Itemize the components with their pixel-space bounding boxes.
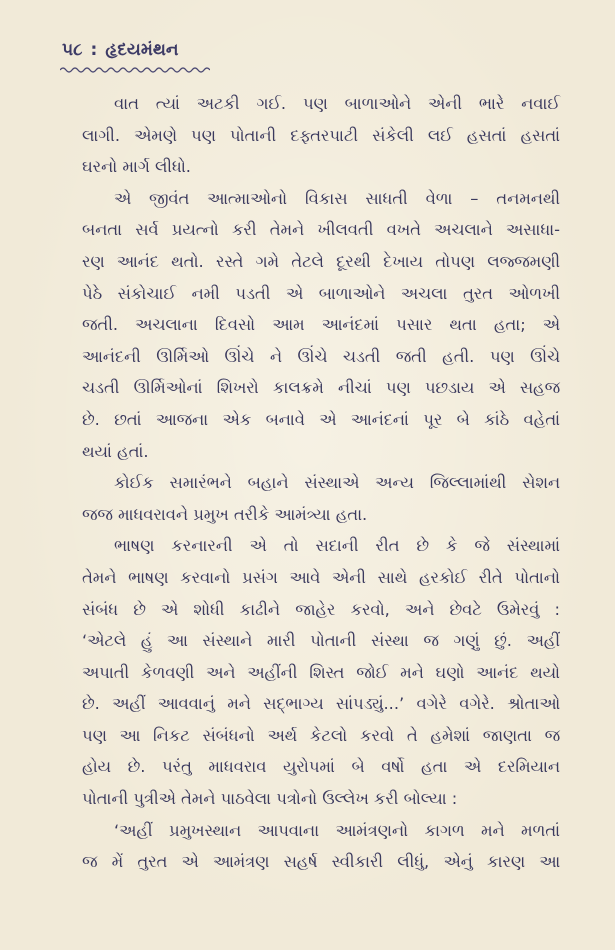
text-line: જ મેં તુરત એ આમંત્રણ સહર્ષ સ્વીકારી લીધું, એનું કારણ આ	[82, 852, 560, 872]
book-title: હૃદયમંથન	[105, 40, 179, 60]
text-line: છે. છતાં આજના એક બનાવે એ આનંદનાં પૂર બે કાંઠે વહેતાં	[82, 409, 560, 429]
body-text	[82, 88, 560, 878]
text-line: બનતા સર્વ પ્રયત્નો કરી તેમને ખીલવતી વખતે અચલાને અસાધા-	[82, 220, 560, 240]
text-line: એ જીવંત આત્માઓનો વિકાસ સાધતી વેળા – તનમનથી	[114, 188, 560, 208]
text-line: પોતાની પુત્રીએ તેમને પાઠવેલા પત્રોનો ઉલ્લેખ કરી બોલ્યા :	[82, 789, 458, 809]
text-line: ‘એટલે હું આ સંસ્થાને મારી પોતાની સંસ્થા જ ગણું છું. અહીં	[82, 631, 560, 651]
header-wavy-rule	[60, 66, 210, 74]
text-line: આનંદની ઊર્મિઓ ઊંચે ને ઊંચે ચડતી જતી હતી. પણ ઊંચે	[82, 346, 560, 366]
text-line: હોય છે. પરંતુ માધવરાવ યુરોપમાં બે વર્ષો હતા એ દરમિયાન	[82, 757, 560, 777]
text-line: ઘરનો માર્ગ લીધો.	[82, 157, 191, 177]
text-line: ભાષણ કરનારની એ તો સદાની રીત છે કે જે સંસ્થામાં	[114, 536, 560, 556]
text-line: તેમને ભાષણ કરવાનો પ્રસંગ આવે એની સાથે હરકોઈ રીતે પોતાનો	[82, 567, 560, 587]
text-line: વાત ત્યાં અટકી ગઈ. પણ બાળાઓને એની ભારે નવાઈ	[114, 94, 560, 113]
text-line: જતી. અચલાના દિવસો આમ આનંદમાં પસાર થતા હતા; એ	[82, 315, 560, 335]
text-line: ‘અહીં પ્રમુખસ્થાન આપવાના આમંત્રણનો કાગળ મને મળતાં	[114, 820, 560, 840]
text-line: જજ માધવરાવને પ્રમુખ તરીકે આમંત્ર્યા હતા.	[82, 504, 368, 524]
text-line: અપાતી કેળવણી અને અહીંની શિસ્ત જોઈ મને ઘણો આનંદ થયો	[82, 662, 560, 682]
text-line: થયાં હતાં.	[82, 441, 149, 461]
header-separator: :	[90, 40, 98, 60]
running-header	[62, 40, 179, 60]
text-line: પેઠે સંકોચાઈ નમી પડતી એ બાળાઓને અચલા તુરત ઓળખી	[82, 283, 560, 303]
text-line: ચડતી ઊર્મિઓનાં શિખરો કાલક્રમે નીચાં પણ પછડાય એ સહજ	[82, 378, 560, 398]
text-line: લાગી. એમણે પણ પોતાની દફ્તરપાટી સંકેલી લઈ હસતાં હસતાં	[82, 125, 560, 145]
text-line: રણ આનંદ થતો. રસ્તે ગમે તેટલે દૂરથી દેખાય તોપણ લજ્જમણી	[82, 251, 560, 271]
text-line: સંબંધ છે એ શોધી કાઢીને જાહેર કરવો, અને છેવટે ઉમેરવું :	[82, 599, 560, 619]
page-number: ૫૮	[62, 40, 83, 60]
text-line: છે. અહીં આવવાનું મને સદ્ભાગ્ય સાંપડ્યું...’ વગેરે વગેરે. શ્રોતાઓ	[82, 694, 560, 714]
text-line: પણ આ નિકટ સંબંધનો અર્થ કેટલો કરવો તે હમેશાં જાણતા જ	[82, 725, 560, 745]
text-line: કોઈક સમારંભને બહાને સંસ્થાએ અન્ય જિલ્લામાંથી સેશન	[114, 473, 560, 493]
